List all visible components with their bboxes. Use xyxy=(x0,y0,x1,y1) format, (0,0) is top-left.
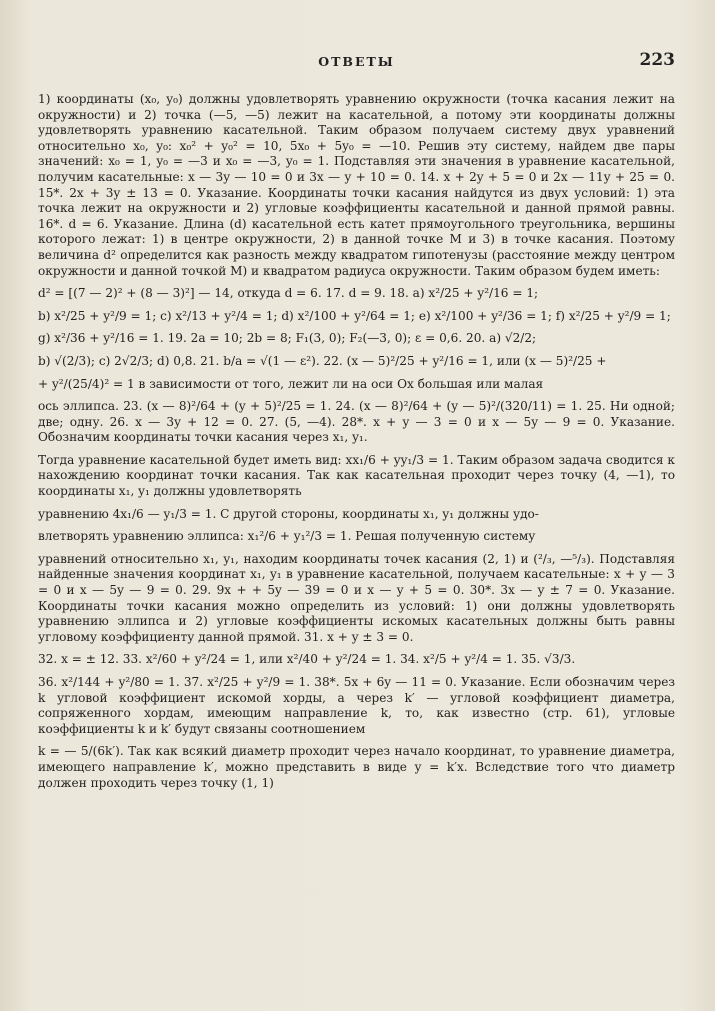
paragraph: k = — 5/(6k′). Так как всякий диаметр проходит через начало координат, то уравнение диаметра, имеющего направление k′, можно представить в виде y = k′x. Вследствие того что диаметр должен проходить через точку (1, 1) xyxy=(38,744,675,790)
paragraph: b) x²/25 + y²/9 = 1; c) x²/13 + y²/4 = 1; d) x²/100 + y²/64 = 1; e) x²/100 + y²/36 = 1; f) x²/25 + y²/9 = 1; xyxy=(38,308,671,323)
answers-text xyxy=(38,92,675,791)
paragraph: уравнению 4x₁/6 — y₁/3 = 1. С другой стороны, координаты x₁, y₁ должны удо- xyxy=(38,506,539,521)
paragraph: уравнений относительно x₁, y₁, находим координаты точек касания (2, 1) и (²/₃, —⁵/₃). Подставляя найденные значения координат x₁, y₁ в уравнение касательной, получаем касательные: x + y — 3 = 0 и x — 5y — 9 = 0. 29. 9x + + 5y — 39 = 0 и x — y + 5 = 0. 30*. 3x — y ± 7 = 0. Указание. Координаты точки касания можно определить из условий: 1) они должны удовлетворять уравнению эллипса и 2) угловые коэффициенты искомых касательных должны быть равны угловому коэффициенту данной прямой. 31. x + y ± 3 = 0. xyxy=(38,551,675,644)
page-number: 223 xyxy=(639,50,675,70)
page-header xyxy=(38,50,675,74)
paragraph: влетворять уравнению эллипса: x₁²/6 + y₁²/3 = 1. Решая полученную систему xyxy=(38,529,536,544)
paragraph: g) x²/36 + y²/16 = 1. 19. 2a = 10; 2b = 8; F₁(3, 0); F₂(—3, 0); ε = 0,6. 20. a) √2/2; xyxy=(38,331,537,346)
paragraph: 36. x²/144 + y²/80 = 1. 37. x²/25 + y²/9 = 1. 38*. 5x + 6y — 11 = 0. Указание. Если обозначим через k угловой коэффициент искомой хорды, а через k′ — угловой коэффициент диаметра, сопряженного хордам, имеющим направление k, то, как известно (стр. 61), угловые коэффициенты k и k′ будут связаны соотношением xyxy=(38,675,675,736)
paragraph: b) √(2/3); c) 2√2/3; d) 0,8. 21. b/a = √(1 — ε²). 22. (x — 5)²/25 + y²/16 = 1, или (x — 5)²/25 + xyxy=(38,353,607,368)
paragraph: + y²/(25/4)² = 1 в зависимости от того, лежит ли на оси Ox большая или малая xyxy=(38,376,544,391)
paragraph: 32. x = ± 12. 33. x²/60 + y²/24 = 1, или x²/40 + y²/24 = 1. 34. x²/5 + y²/4 = 1. 35. √3/3. xyxy=(38,652,576,667)
paragraph: 1) координаты (x₀, y₀) должны удовлетворять уравнению окружности (точка касания лежит на окружности) и 2) точка (—5, —5) лежит на касательной, а потому эти координаты должны удовлетворять уравнению касательной. Таким образом получаем систему двух уравнений относительно x₀, y₀: x₀² + y₀² = 10, 5x₀ + 5y₀ = —10. Решив эту систему, найдем две пары значений: x₀ = 1, y₀ = —3 и x₀ = —3, y₀ = 1. Подставляя эти значения в уравнение касательной, получим касательные: x — 3y — 10 = 0 и 3x — y + 10 = 0. 14. x + 2y + 5 = 0 и 2x — 11y + 25 = 0. 15*. 2x + 3y ± 13 = 0. Указание. Координаты точки касания найдутся из двух условий: 1) эта точка лежит на окружности и 2) угловые коэффициенты касательной и данной прямой равны. 16*. d = 6. Указание. Длина (d) касательной есть катет прямоугольного треугольника, вершины которого лежат: 1) в центре окружности, 2) в данной точке M и 3) в точке касания. Поэтому величина d² определится как разность между квадратом гипотенузы (расстояние между центром окружности и данной точкой M) и квадратом радиуса окружности. Таким образом будем иметь: xyxy=(38,92,675,278)
paragraph: Тогда уравнение касательной будет иметь вид: xx₁/6 + yy₁/3 = 1. Таким образом задача сводится к нахождению координат точки касания. Так как касательная проходит через точку (4, —1), то координаты x₁, y₁ должны удовлетворять xyxy=(38,452,675,499)
running-title: ОТВЕТЫ xyxy=(318,54,395,69)
paragraph: d² = [(7 — 2)² + (8 — 3)²] — 14, откуда d = 6. 17. d = 9. 18. a) x²/25 + y²/16 = 1; xyxy=(38,286,539,301)
paragraph: ось эллипса. 23. (x — 8)²/64 + (y + 5)²/25 = 1. 24. (x — 8)²/64 + (y — 5)²/(320/11) = 1. 25. Ни одной; две; одну. 26. x — 3y + 12 = 0. 27. (5, —4). 28*. x + y — 3 = 0 и x — 5y — 9 = 0. Указание. Обозначим координаты точки касания через x₁, y₁. xyxy=(38,399,675,445)
